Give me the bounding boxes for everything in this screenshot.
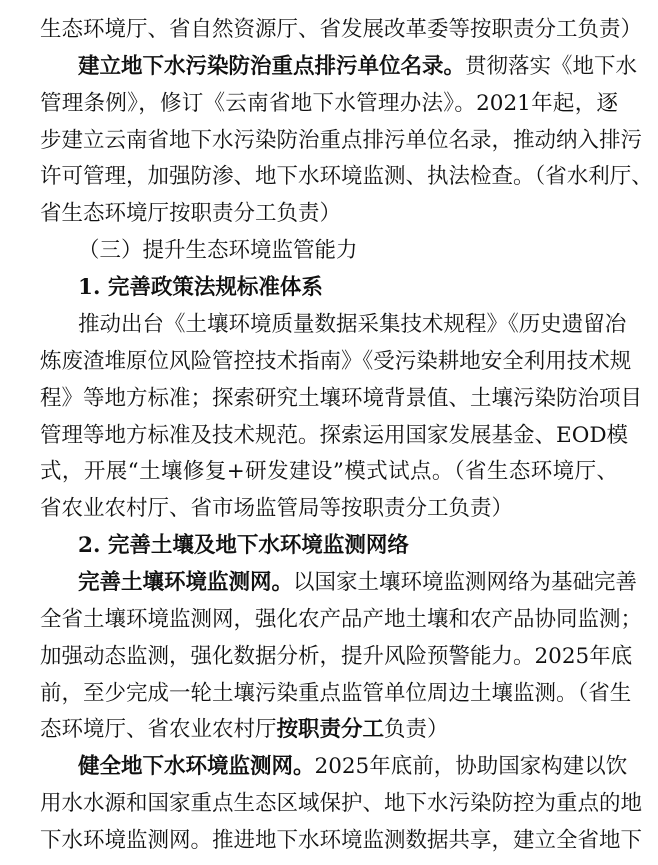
text-line bbox=[0, 489, 658, 529]
text-segment: 前，至少完成一轮土壤污染重点监管单位周边土壤监测。（省生 bbox=[40, 681, 632, 706]
text-segment: 炼废渣堆原位风险管控技术指南》《受污染耕地安全利用技术规 bbox=[40, 349, 632, 374]
text-line bbox=[0, 305, 658, 345]
text-line bbox=[0, 47, 658, 87]
text-segment: 省生态环境厅按职责分工负责） bbox=[40, 201, 342, 226]
section-heading bbox=[0, 231, 658, 271]
text-segment: 态环境厅、省农业农村厅 bbox=[40, 717, 277, 742]
text-segment: 省农业农村厅、省市场监管局等按职责分工负责） bbox=[40, 496, 514, 521]
text-segment-bold: 2. 完善土壤及地下水环境监测网络 bbox=[78, 533, 409, 558]
text-segment: 负责） bbox=[384, 717, 449, 742]
text-line bbox=[0, 747, 658, 787]
text-line bbox=[0, 84, 658, 124]
text-segment: 下水环境监测网。推进地下水环境监测数据共享，建立全省地下 bbox=[40, 828, 643, 853]
text-line bbox=[0, 637, 658, 677]
text-line bbox=[0, 10, 658, 50]
text-segment-bold: 按职责分工 bbox=[276, 717, 385, 742]
text-segment: 加强动态监测，强化数据分析，提升风险预警能力。2025年底 bbox=[40, 644, 633, 669]
text-segment: 许可管理，加强防渗、地下水环境监测、执法检查。（省水利厅、 bbox=[40, 164, 653, 189]
text-line bbox=[0, 563, 658, 603]
text-line bbox=[0, 416, 658, 456]
subsection-heading bbox=[0, 526, 658, 566]
text-segment-bold: 健全地下水环境监测网。 bbox=[78, 754, 315, 779]
text-segment: 推动出台《土壤环境质量数据采集技术规程》《历史遗留冶 bbox=[78, 312, 627, 337]
text-segment: （三）提升生态环境监管能力 bbox=[78, 238, 358, 263]
text-line bbox=[0, 674, 658, 714]
text-segment-bold: 1. 完善政策法规标准体系 bbox=[78, 275, 323, 300]
text-line bbox=[0, 600, 658, 640]
text-segment-bold: 建立地下水污染防治重点排污单位名录。 bbox=[78, 54, 466, 79]
text-line bbox=[0, 342, 658, 382]
text-line bbox=[0, 157, 658, 197]
text-line bbox=[0, 452, 658, 492]
text-segment: 2025年底前，协助国家构建以饮 bbox=[314, 754, 628, 779]
text-segment: 管理等地方标准及技术规范。探索运用国家发展基金、EOD模 bbox=[40, 423, 629, 448]
subsection-heading bbox=[0, 268, 658, 308]
text-segment-bold: 完善土壤环境监测网。 bbox=[78, 570, 294, 595]
text-segment: 步建立云南省地下水污染防治重点排污单位名录，推动纳入排污 bbox=[40, 128, 643, 153]
text-line bbox=[0, 194, 658, 234]
text-line bbox=[0, 710, 658, 750]
text-segment: 贯彻落实《地下水 bbox=[465, 54, 638, 79]
text-segment: 式，开展“土壤修复+研发建设”模式试点。（省生态环境厅、 bbox=[40, 459, 618, 484]
text-segment: 管理条例》，修订《云南省地下水管理办法》。2021年起，逐 bbox=[40, 91, 618, 116]
text-segment: 用水水源和国家重点生态区域保护、地下水污染防控为重点的地 bbox=[40, 791, 643, 816]
text-segment: 生态环境厅、省自然资源厅、省发展改革委等按职责分工负责） bbox=[40, 17, 643, 42]
text-line bbox=[0, 379, 658, 419]
text-segment: 全省土壤环境监测网，强化农产品产地土壤和农产品协同监测； bbox=[40, 607, 643, 632]
text-line bbox=[0, 821, 658, 861]
text-segment: 程》等地方标准；探索研究土壤环境背景值、土壤污染防治项目 bbox=[40, 386, 643, 411]
text-line bbox=[0, 784, 658, 824]
text-line bbox=[0, 121, 658, 161]
text-segment: 以国家土壤环境监测网络为基础完善 bbox=[293, 570, 638, 595]
